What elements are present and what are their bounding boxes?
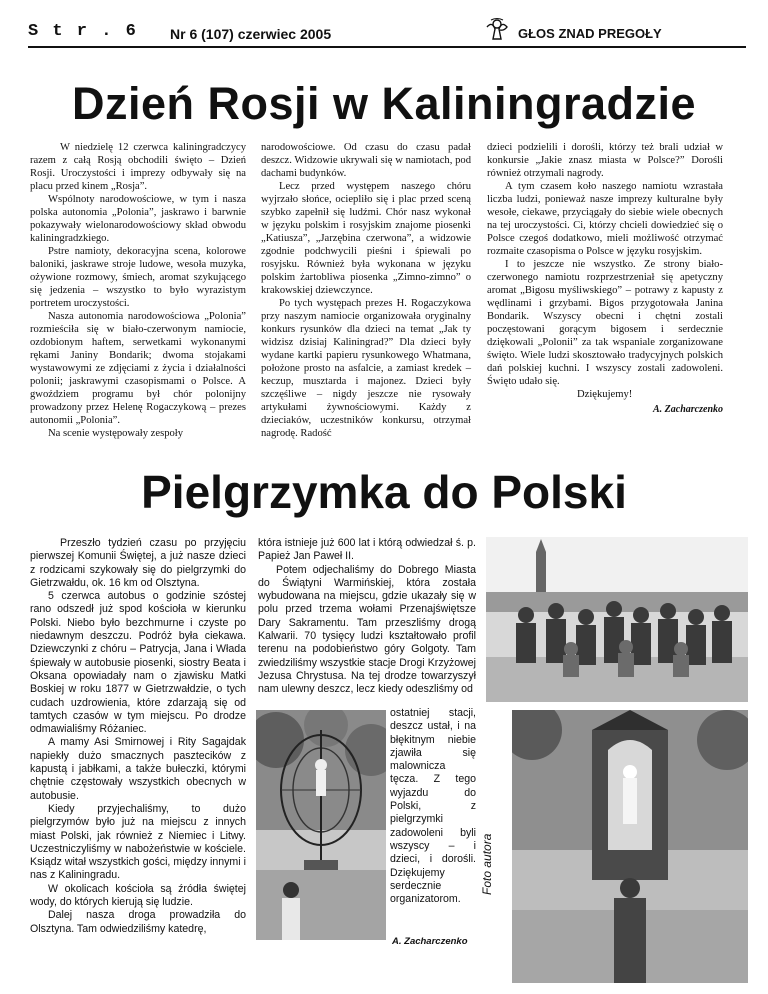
paper-name: GŁOS ZNAD PREGOŁY	[518, 26, 662, 41]
paragraph: dzieci podzielili i dorośli, którzy też brali udział w konkursie „Jakie znasz miasta w Polsce?” Dorośli również otrzymali nagrody.	[487, 142, 723, 179]
paragraph: W okolicach kościoła są źródła świętej wody, do których kierują się ludzie.	[30, 882, 246, 909]
paragraph: A tym czasem koło naszego namiotu wzrastała liczba ludzi, ponieważ nasze imprezy kulturalne były wesołe, ciekawe, przyciągały do siebie wiele obecnych na tej uroczystości. Ci, którzy chcieli dowiedzieć się o Polsce czegoś dodatkowo, mieli możliwość otrzymać rozmaite czasopisma o Polsce w języku rosyjskim.	[487, 181, 723, 257]
article2-column-1	[30, 537, 246, 936]
paragraph: W niedzielę 12 czerwca kaliningradczycy razem z całą Rosją obchodili święto – Dzień Rosji. Uroczystości i imprezy odbywały się na placu przed kinem „Rosja”.	[30, 142, 246, 192]
article1-column-1	[30, 141, 246, 440]
article2-title: Pielgrzymka do Polski	[141, 466, 627, 518]
chapel-photo-drawing	[512, 710, 748, 983]
article1-column-3	[487, 141, 723, 416]
paragraph: ostatniej stacji, deszcz ustał, i na błękitnym niebie zjawiła się malownicza tęcza. Z tego wyjazdu do Polski, z pielgrzymki zadowoleni byli wszyscy – i dzieci, i dorośli. Dziękujemy serdecznie organizatorom.	[390, 707, 476, 906]
article2-column-2	[258, 537, 476, 697]
paragraph: A mamy Asi Smirnowej i Rity Sagajdak napiekły dużo smacznych pasztecików z kapustą i jabłkami, a także bułeczki, którymi chętnie częstowały wszystkich obecnych w autobusie.	[30, 736, 246, 802]
paragraph: I to jeszcze nie wszystko. Ze strony biało-czerwonego namiotu rozprzestrzeniał się apetyczny aromat „Bigosu myśliwskiego” – potrawy z kapusty z wędlinami i grzybami. Bigos przygotowała Janina Bondarik. Wszyscy obecni i chętni zostali poczęstowani gorącym bigosem i serdecznie dziękowali „Polonii” za tak wspaniale zorganizowane święto. Wiele ludzi skosztowało tradycyjnych polskich dań polskiej kuchni. I wszyscy zostali zadowoleni. Święto udało się.	[487, 259, 723, 387]
article1-title: Dzień Rosji w Kaliningradzie	[71, 78, 697, 129]
article2-column-2-side	[390, 707, 476, 906]
paragraph: Pstre namioty, dekoracyjna scena, kolorowe baloniki, jaskrawe stroje ludowe, wesoła muzyka, ożywione rozmowy, śmiech, aromat szykującego się jedzenia – wszystko to było wyrazistym portretem uroczystości.	[30, 246, 246, 309]
paragraph: 5 czerwca autobus o godzinie szóstej rano odszedł już spod kościoła w kierunku Polski. Niebo było bezchmurne i czyste po niedawnym deszczu. Podróż była ciekawa. Dziewczynki z chóru – Patrycja, Jana i Włada śpiewały w autobusie piosenki, siostry Beata i Oksana opowiadały nam o zjawisku Matki Boskiej w roku 1877 w Gietrzwałdzie, o tych cudach uzdrowienia, które zdarzają się od tamtych czasów w tym miejscu. Po drodze odmawialiśmy Różaniec.	[30, 590, 246, 736]
paragraph: narodowościowe. Od czasu do czasu padał deszcz. Widzowie ukrywali się w namiotach, pod dachami budynków.	[261, 142, 471, 179]
paragraph: Kiedy przyjechaliśmy, to dużo pielgrzymów było już na miejscu z innych miast Polski, jak również z Niemiec i Litwy. Uczestniczyliśmy w nabożeństwie w kościele. Ksiądz witał wszystkich gości, między innymi i nas z Kaliningradu.	[30, 802, 246, 882]
paragraph: Potem odjechaliśmy do Dobrego Miasta do Świątyni Warmińskiej, która została wybudowana na miejscu, gdzie ukazały się w polu przed trzema wołami Przenajświętsze Dary Sakramentu. Tam przeszliśmy drogą Kalwarii. 70 tysięcy ludzi kształtowało profil terenu na podobieństwo góry Golgoty. Tam zwiedziliśmy wszystkie stacje Drogi Krzyżowej Jezusa Chrystusa. Na tej drodze towarzyszył nam ulewny deszcz, lecz kiedy odeszliśmy od	[258, 563, 476, 696]
paragraph: Dziękujemy!	[577, 389, 633, 400]
shrine-photo	[256, 710, 386, 940]
angel-logo-icon	[483, 17, 511, 43]
paragraph: Na scenie występowały zespoły	[48, 428, 184, 439]
group-photo	[486, 537, 748, 702]
paragraph: która istnieje już 600 lat i którą odwiedzał ś. p. Papież Jan Paweł II.	[258, 537, 476, 563]
group-photo-drawing	[486, 537, 748, 702]
paragraph: Wspólnoty narodowościowe, w tym i nasza polska autonomia „Polonia”, jaskrawo i barwnie pokazywały wielonarodowościowy skład obwodu kaliningradzkiego.	[30, 194, 246, 244]
issue-label: Nr 6 (107) czerwiec 2005	[170, 26, 332, 42]
header-rule	[28, 46, 746, 48]
chapel-photo	[512, 710, 748, 983]
article2-author: A. Zacharczenko	[392, 936, 468, 947]
article1-author: A. Zacharczenko	[653, 404, 723, 415]
photo-credit: Foto autora	[480, 833, 494, 895]
paragraph: Przeszło tydzień czasu po przyjęciu pierwszej Komunii Świętej, a już nasze dzieci z rodzicami szykowały się do pielgrzymki do Gietrzwałdu, ok. 16 km od Olsztyna.	[30, 537, 246, 589]
page-number: S t r . 6	[28, 22, 138, 41]
article1-column-2	[261, 141, 471, 440]
shrine-photo-drawing	[256, 710, 386, 940]
paragraph: Nasza autonomia narodowościowa „Polonia” rozmieściła się w biało-czerwonym namiocie, ozdobionym haftem, serwetkami wykonanymi rękami Janiny Bondarik; dwoma stojakami wystawowymi ze zdjęciami z życia i działalności polonii; jaskrawymi czasopismami o Polsce. A gwoździem programu był chór polonijny prowadzony przez Helenę Rogaczykową – prezes autonomii „Polonia”.	[30, 311, 246, 426]
paragraph: Po tych występach prezes H. Rogaczykowa przy naszym namiocie organizowała oryginalny konkurs rysunków dla dzieci na temat „Jak ty widzisz dzisiaj Kaliningrad?” Dla dzieci były wydane kartki papieru rysunkowego Whatmana, położone prosto na asfalcie, a zamiast kredek – keczup, musztarda i majonez. Dzieci były szczęśliwe – nigdy jeszcze nie rysowały artykułami żywnościowymi. Każdy z dzieciaków, uczestników konkursu, otrzymał nagrodę. Radość	[261, 298, 471, 439]
paragraph: Lecz przed występem naszego chóru wyjrzało słońce, ociepliło się i plac przed sceną szybko zapełnił się ludźmi. Chór nasz wykonał w języku polskim i rosyjskim znajome piosenki „Katiusza”, „Jarzębina czerwona”, a widzowie zgodnie podchwycili pieśni i śpiewali po rosyjsku. Również była wykonana w języku polskim żartobliwa piosenka „Zimno-zimno” o krakowskiej dziewczynce.	[261, 181, 471, 296]
paragraph: Dalej nasza droga prowadziła do Olsztyna. Tam odwiedziliśmy katedrę,	[30, 909, 246, 935]
